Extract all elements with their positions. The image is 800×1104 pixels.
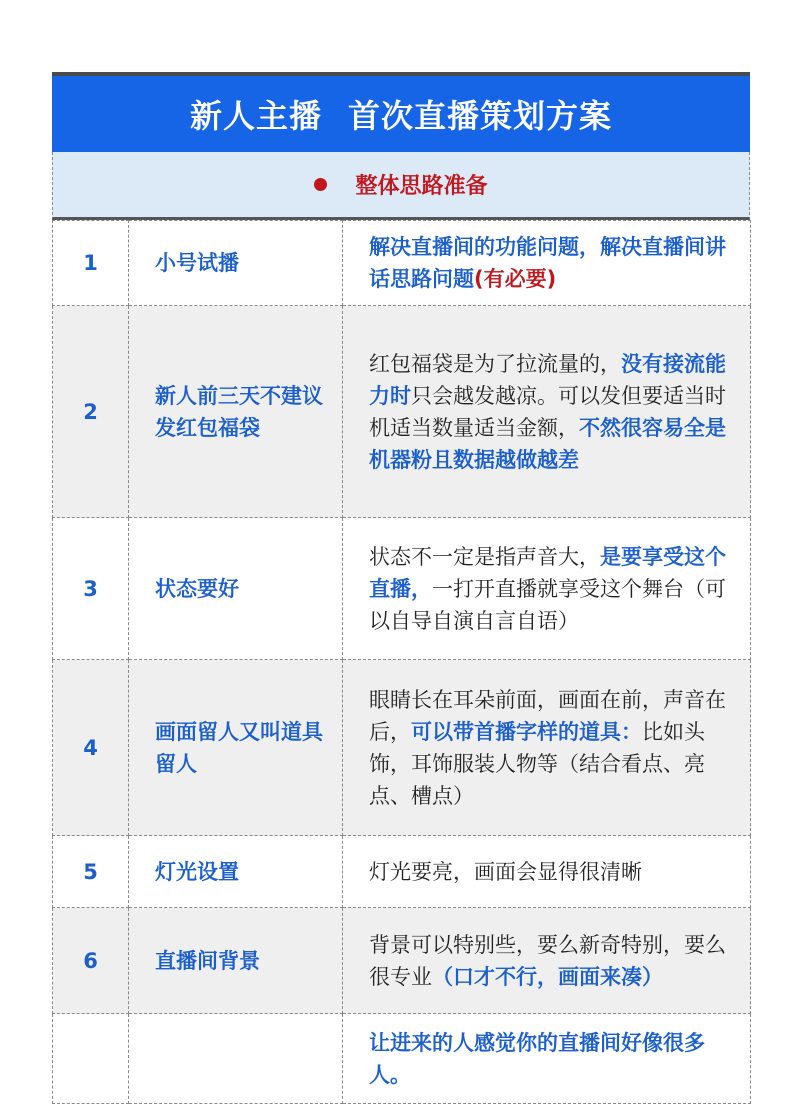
description-segment: 比如头饰，耳饰服装人物等（结合看点、亮点、槽点） bbox=[369, 719, 705, 808]
row-description bbox=[343, 660, 751, 836]
row-number bbox=[53, 1014, 129, 1104]
title-part-1: 新人主播 bbox=[189, 97, 322, 135]
row-description bbox=[343, 908, 751, 1014]
description-segment: 状态不一定是指声音大， bbox=[369, 544, 600, 569]
description-segment: 眼睛长在耳朵前面，画面在前，声音在后， bbox=[369, 687, 726, 744]
row-topic: 直播间背景 bbox=[129, 908, 343, 1014]
description-segment: 背景可以特别些，要么新奇特别，要么很专业 bbox=[369, 932, 726, 989]
description-segment: 解决直播间的功能问题，解决直播间讲话思路问题 bbox=[369, 235, 726, 291]
table-row bbox=[53, 221, 751, 306]
row-number: 1 bbox=[53, 221, 129, 306]
row-number: 4 bbox=[53, 660, 129, 836]
row-number: 2 bbox=[53, 306, 129, 518]
plan-table bbox=[52, 220, 751, 1104]
table-row bbox=[53, 518, 751, 660]
description-segment: （口才不行，画面来凑） bbox=[432, 964, 663, 989]
description-segment: 让进来的人感觉你的直播间好像很多人。 bbox=[369, 1030, 705, 1087]
description-segment: 只会越发越凉。可以发但要适当时机适当数量适当金额， bbox=[369, 383, 726, 440]
table-row bbox=[53, 908, 751, 1014]
row-topic: 新人前三天不建议发红包福袋 bbox=[129, 306, 343, 518]
row-number: 3 bbox=[53, 518, 129, 660]
table-row bbox=[53, 660, 751, 836]
row-topic: 状态要好 bbox=[129, 518, 343, 660]
section-label: 整体思路准备 bbox=[355, 174, 488, 199]
title-part-2: 首次直播策划方案 bbox=[348, 97, 613, 135]
row-topic: 灯光设置 bbox=[129, 836, 343, 908]
plan-document bbox=[52, 72, 750, 1104]
row-topic: 画面留人又叫道具留人 bbox=[129, 660, 343, 836]
row-topic: 小号试播 bbox=[129, 221, 343, 306]
description-segment: 红包福袋是为了拉流量的， bbox=[369, 351, 621, 376]
description-segment: 是要享受这个直播， bbox=[369, 544, 726, 601]
table-row bbox=[53, 1014, 751, 1104]
row-description bbox=[343, 836, 751, 908]
plan-table-body bbox=[53, 221, 751, 1104]
table-row bbox=[53, 306, 751, 518]
row-topic bbox=[129, 1014, 343, 1104]
row-description bbox=[343, 306, 751, 518]
description-segment: 没有接流能力时 bbox=[369, 351, 726, 408]
row-description bbox=[343, 221, 751, 306]
table-row bbox=[53, 836, 751, 908]
row-description bbox=[343, 1014, 751, 1104]
row-number: 6 bbox=[53, 908, 129, 1014]
row-description bbox=[343, 518, 751, 660]
description-segment: 可以带首播字样的道具： bbox=[411, 719, 642, 744]
description-segment: 不然很容易全是机器粉且数据越做越差 bbox=[369, 415, 726, 472]
description-segment: 一打开直播就享受这个舞台（可以自导自演自言自语） bbox=[369, 576, 726, 633]
row-number: 5 bbox=[53, 836, 129, 908]
section-header bbox=[52, 152, 750, 220]
description-segment: 灯光要亮，画面会显得很清晰 bbox=[369, 859, 642, 884]
bullet-dot-icon bbox=[314, 178, 327, 191]
description-segment: (有必要) bbox=[474, 267, 557, 291]
document-title bbox=[52, 72, 750, 152]
